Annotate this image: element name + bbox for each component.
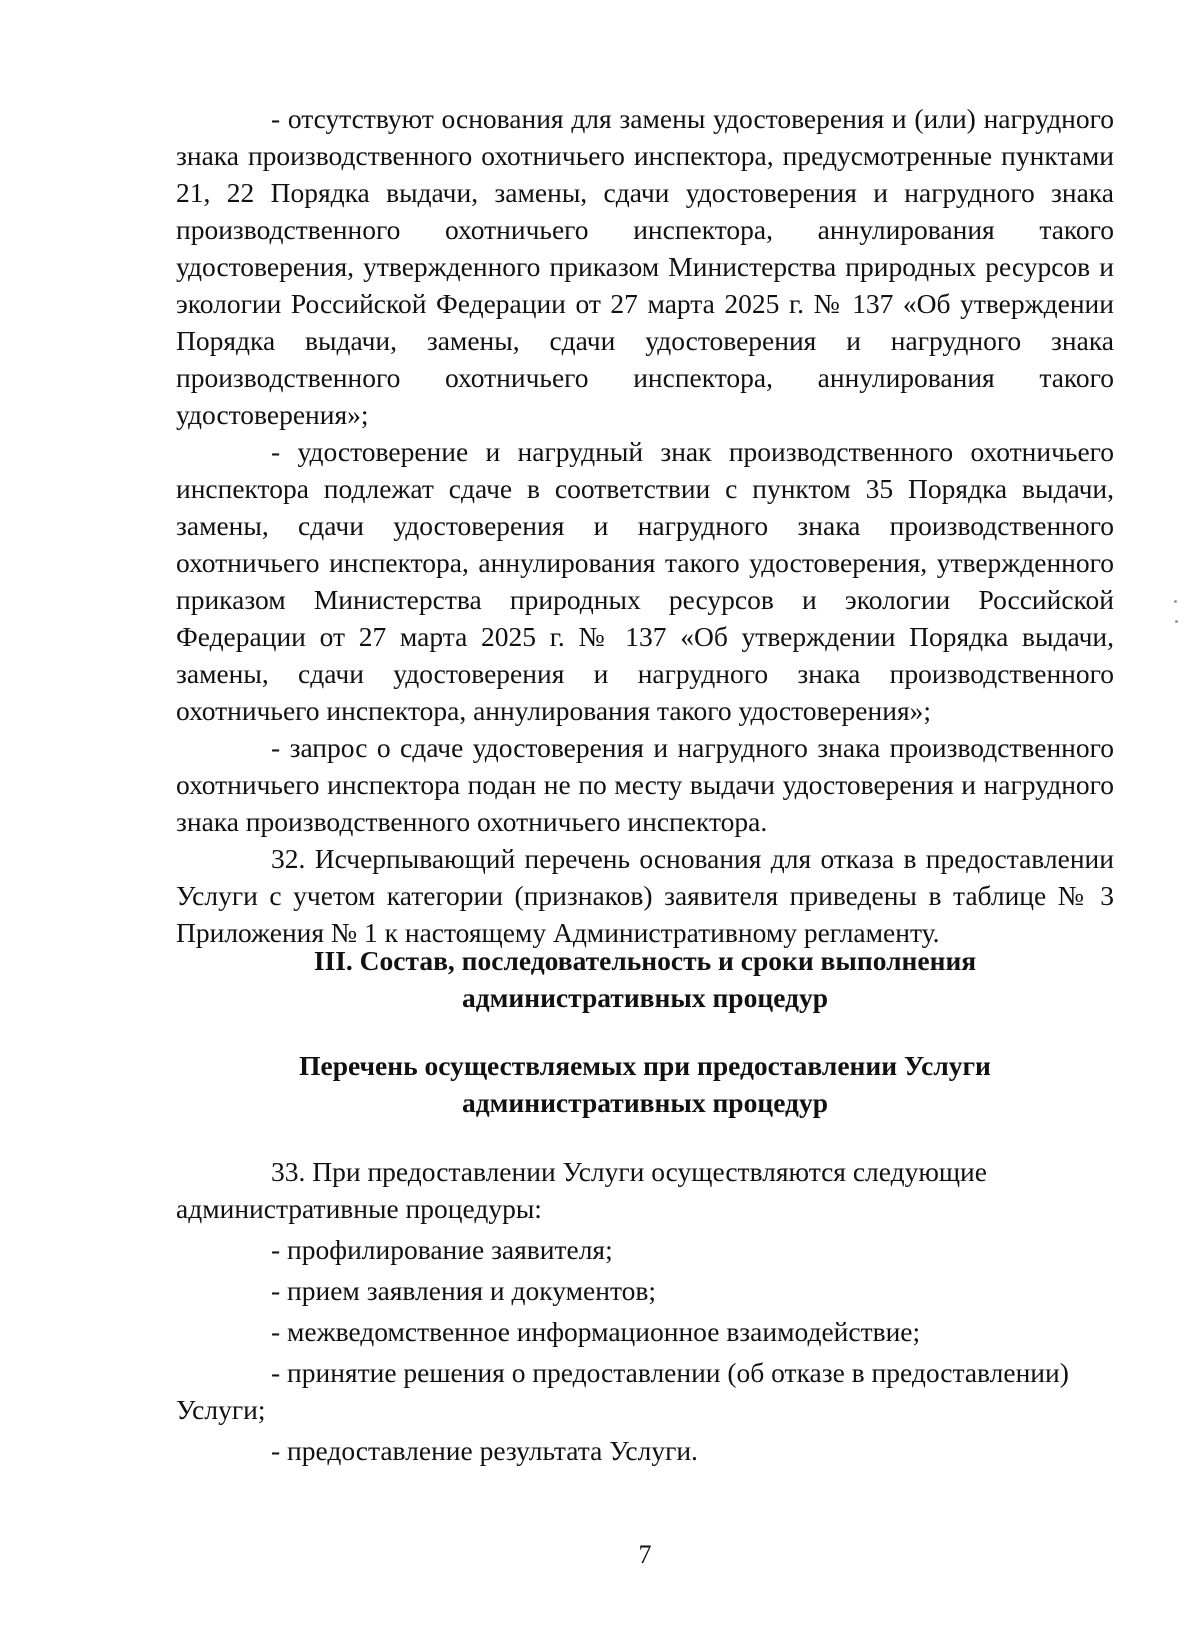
scan-speck <box>1174 600 1177 603</box>
scan-speck <box>1175 620 1178 623</box>
list-item-continuation: Услуги; <box>176 1394 266 1425</box>
paragraph-wrong-place-request: - запрос о сдаче удостоверения и нагрудного знака производственного охотничьего инспектора подан не по месту выдачи удостоверения и нагрудного знака производственного охотничьего инспектора. <box>176 732 1114 837</box>
subsection-heading-line1: Перечень осуществляемых при предоставлении Услуги <box>299 1050 991 1081</box>
section-heading-line1: III. Состав, последовательность и сроки выполнения <box>313 945 977 976</box>
paragraph-no-grounds-replacement: - отсутствуют основания для замены удостоверения и (или) нагрудного знака производственного охотничьего инспектора, предусмотренные пунктами 21, 22 Порядка выдачи, замены, сдачи удостоверения и нагрудного знака производственного охотничьего инспектора, аннулирования такого удостоверения, утвержденного приказом Министерства природных ресурсов и экологии Российской Федерации от 27 марта 2025 г. № 137 «Об утверждении Порядка выдачи, замены, сдачи удостоверения и нагрудного знака производственного охотничьего инспектора, аннулирования такого удостоверения»; <box>176 103 1114 430</box>
page-number: 7 <box>638 1540 652 1569</box>
list-item: - прием заявления и документов; <box>271 1275 656 1306</box>
paragraph-32-refusal-list: 32. Исчерпывающий перечень основания для отказа в предоставлении Услуги с учетом категории (признаков) заявителя приведены в таблице № 3 Приложения № 1 к настоящему Административному регламенту. <box>176 843 1114 948</box>
subsection-heading <box>176 1047 1114 1121</box>
paragraph-surrender-grounds: - удостоверение и нагрудный знак производственного охотничьего инспектора подлежат сдаче в соответствии с пунктом 35 Порядка выдачи, замены, сдачи удостоверения и нагрудного знака производственного охотничьего инспектора, аннулирования такого удостоверения, утвержденного приказом Министерства природных ресурсов и экологии Российской Федерации от 27 марта 2025 г. № 137 «Об утверждении Порядка выдачи, замены, сдачи удостоверения и нагрудного знака производственного охотничьего инспектора, аннулирования такого удостоверения»; <box>176 436 1114 726</box>
list-intro-line2: административные процедуры: <box>176 1193 542 1224</box>
list-intro-line1: 33. При предоставлении Услуги осуществляются следующие <box>271 1156 987 1187</box>
scan-noise <box>1174 600 1180 640</box>
procedures-list <box>176 1153 1114 1469</box>
body-text-top <box>176 100 1114 951</box>
list-item: - профилирование заявителя; <box>271 1234 613 1265</box>
subsection-heading-line2: административных процедур <box>462 1087 828 1118</box>
list-item: - предоставление результата Услуги. <box>271 1435 698 1466</box>
list-item: - межведомственное информационное взаимодействие; <box>271 1316 921 1347</box>
list-item: - принятие решения о предоставлении (об отказе в предоставлении) <box>271 1357 1069 1388</box>
section-heading-line2: административных процедур <box>462 982 828 1013</box>
section-heading <box>176 942 1114 1016</box>
